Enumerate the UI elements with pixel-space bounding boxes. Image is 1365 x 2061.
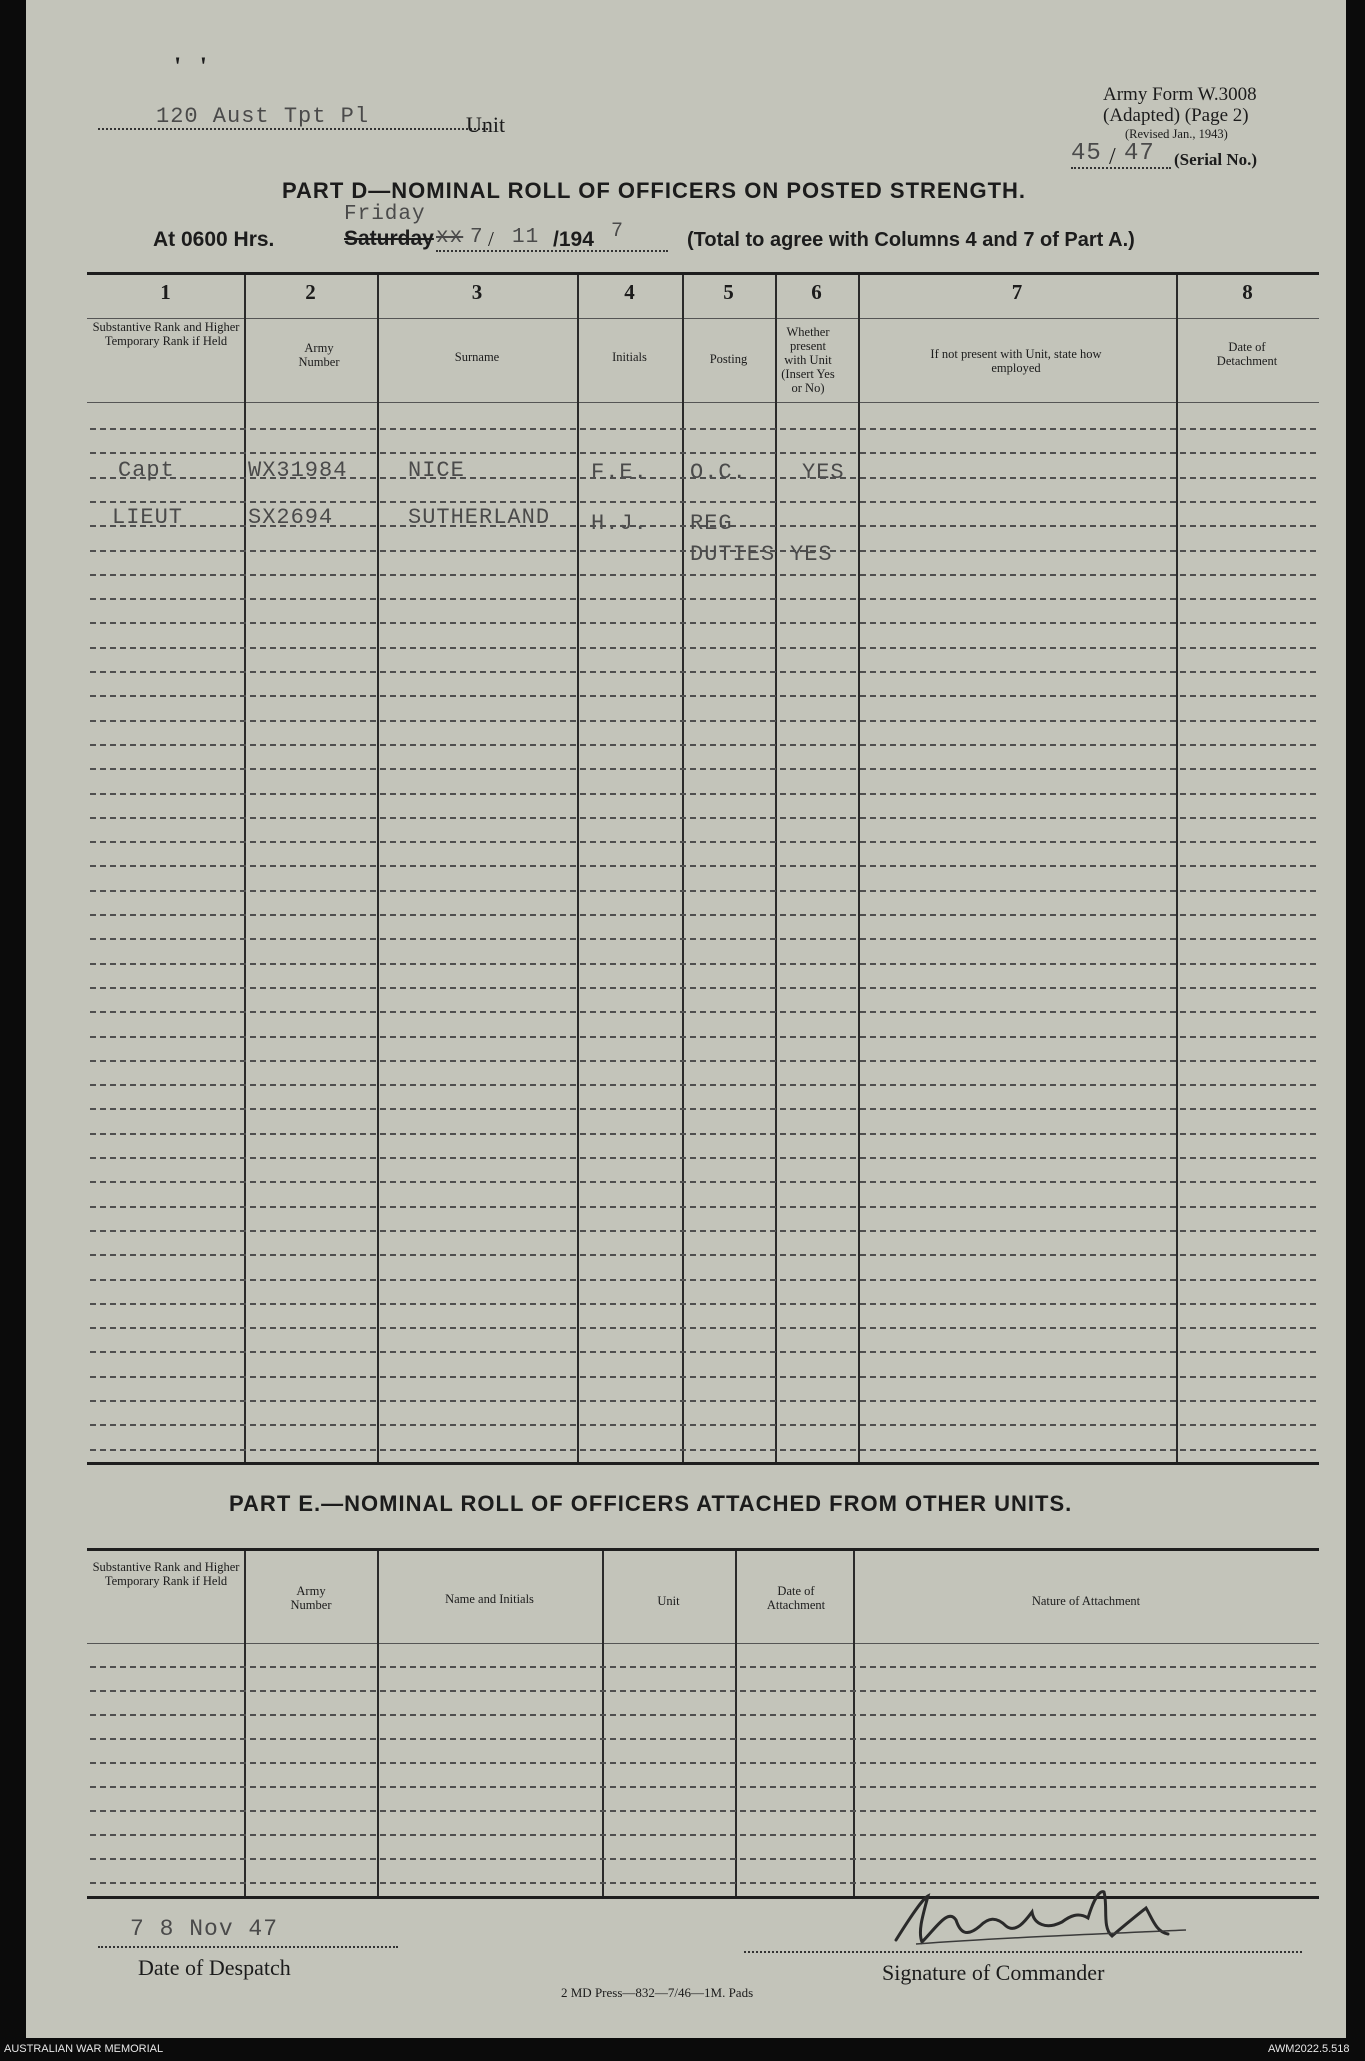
header-posting: Posting xyxy=(709,352,748,366)
archive-reference: AWM2022.5.518 xyxy=(1268,2043,1350,2055)
ruled-line xyxy=(90,1108,1316,1110)
row-2-army-number: SX2694 xyxy=(248,505,334,530)
unit-label: Unit xyxy=(466,112,506,137)
ruled-line xyxy=(90,987,1316,989)
date-month: 11 xyxy=(512,226,540,249)
ruled-line xyxy=(90,1133,1316,1135)
ruled-line xyxy=(90,720,1316,722)
row-1-surname: NICE xyxy=(408,458,465,483)
unit-underline xyxy=(98,128,488,130)
part-d-top-rule xyxy=(87,272,1319,275)
ruled-line xyxy=(90,1449,1316,1451)
part-d-subheader-rule xyxy=(87,402,1319,403)
date-struck-digits: xx xyxy=(436,226,464,249)
col-number-2: 2 xyxy=(305,280,316,304)
form-page xyxy=(26,0,1346,2038)
header-rank: Substantive Rank and Higher Temporary Rank if Held xyxy=(92,320,240,348)
row-2-posting-line2: DUTIES xyxy=(690,542,776,567)
ruled-line xyxy=(90,1060,1316,1062)
row-2-posting: REG xyxy=(690,511,733,536)
ruled-line xyxy=(90,1206,1316,1208)
ruled-line xyxy=(90,1714,1316,1716)
part-d-header-rule xyxy=(87,318,1319,319)
serial-slash: / xyxy=(1109,144,1116,170)
header-employed: If not present with Unit, state how employed xyxy=(930,347,1102,375)
ruled-line xyxy=(90,622,1316,624)
ruled-line xyxy=(90,890,1316,892)
ruled-line xyxy=(90,1376,1316,1378)
serial-label: (Serial No.) xyxy=(1174,150,1258,169)
ruled-line xyxy=(90,1738,1316,1740)
col-number-7: 7 xyxy=(1011,280,1023,304)
ruled-line xyxy=(90,501,1316,503)
ruled-line xyxy=(90,1254,1316,1256)
part-d-title: PART D—NOMINAL ROLL OF OFFICERS ON POSTED STRENGTH. xyxy=(282,178,1027,203)
despatch-date-value: 7 8 Nov 47 xyxy=(130,1916,279,1942)
ruled-line xyxy=(90,841,1316,843)
part-e-header-attachment-date: Date of Attachment xyxy=(766,1584,826,1612)
ruled-line xyxy=(90,793,1316,795)
ruled-line xyxy=(90,477,1316,479)
part-e-top-rule xyxy=(87,1548,1319,1551)
row-1-posting: O.C. xyxy=(690,460,747,485)
header-army-number: Army Number xyxy=(298,341,340,369)
date-underline xyxy=(436,250,668,252)
ruled-line xyxy=(90,1690,1316,1692)
form-adapted: (Adapted) (Page 2) xyxy=(1103,105,1249,126)
ruled-line xyxy=(90,1303,1316,1305)
row-2-surname: SUTHERLAND xyxy=(408,505,551,530)
ruled-line xyxy=(90,525,1316,527)
ruled-line xyxy=(90,1424,1316,1426)
col-number-8: 8 xyxy=(1242,280,1253,304)
total-note: (Total to agree with Columns 4 and 7 of Part A.) xyxy=(687,229,1135,251)
archive-footer xyxy=(0,2038,1365,2061)
part-e-col-divider-1 xyxy=(244,1551,246,1896)
serial-underline xyxy=(1071,167,1171,169)
part-e-header-unit: Unit xyxy=(657,1594,680,1608)
ruled-line xyxy=(90,1181,1316,1183)
ruled-line xyxy=(90,1351,1316,1353)
date-day: 7 xyxy=(470,226,484,249)
ruled-line xyxy=(90,1036,1316,1038)
row-2-rank: LIEUT xyxy=(112,505,184,530)
part-e-header-army-number: Army Number xyxy=(290,1584,332,1612)
signature-underline xyxy=(744,1951,1302,1953)
ruled-line xyxy=(90,671,1316,673)
despatch-label: Date of Despatch xyxy=(138,1955,291,1980)
ruled-line xyxy=(90,1084,1316,1086)
col-number-3: 3 xyxy=(471,280,483,304)
ruled-line xyxy=(90,938,1316,940)
row-1-rank: Capt xyxy=(118,458,175,483)
part-e-header-name: Name and Initials xyxy=(445,1592,534,1606)
col-number-1: 1 xyxy=(160,280,171,304)
year-prefix: /194 xyxy=(553,228,594,251)
ruled-line xyxy=(90,598,1316,600)
ruled-line xyxy=(90,1786,1316,1788)
part-e-header-rank: Substantive Rank and Higher Temporary Rank if Held xyxy=(92,1560,240,1588)
signature-label: Signature of Commander xyxy=(882,1960,1105,1985)
top-marks: ' ' xyxy=(174,52,213,81)
header-surname: Surname xyxy=(454,350,500,364)
ruled-line xyxy=(90,1666,1316,1668)
row-2-present: YES xyxy=(790,542,833,567)
ruled-line xyxy=(90,550,1316,552)
commander-signature xyxy=(856,1868,1276,1968)
ruled-line xyxy=(90,865,1316,867)
ruled-line xyxy=(90,914,1316,916)
part-e-title: PART E.—NOMINAL ROLL OF OFFICERS ATTACHED FROM OTHER UNITS. xyxy=(229,1491,1073,1516)
ruled-line xyxy=(90,1230,1316,1232)
serial-year: 47 xyxy=(1124,140,1155,167)
at-hours-label: At 0600 Hrs. xyxy=(153,228,275,251)
part-e-header-rule xyxy=(87,1643,1319,1644)
ruled-line xyxy=(90,1400,1316,1402)
form-number: Army Form W.3008 xyxy=(1103,84,1257,105)
part-e-col-divider-4 xyxy=(735,1551,737,1896)
part-d-bottom-rule xyxy=(87,1462,1319,1465)
ruled-line xyxy=(90,428,1316,430)
ruled-line xyxy=(90,963,1316,965)
ruled-line xyxy=(90,574,1316,576)
header-present: Whether present with Unit (Insert Yes or No) xyxy=(781,325,835,395)
year-suffix: 7 xyxy=(611,220,625,243)
ruled-line xyxy=(90,695,1316,697)
ruled-line xyxy=(90,744,1316,746)
row-1-present: YES xyxy=(802,460,845,485)
header-initials: Initials xyxy=(612,350,647,364)
ruled-line xyxy=(90,452,1316,454)
ruled-line xyxy=(90,647,1316,649)
ruled-line xyxy=(90,1279,1316,1281)
row-1-initials: F.E. xyxy=(591,460,648,485)
serial-number: 45 xyxy=(1071,140,1102,167)
ruled-line xyxy=(90,1834,1316,1836)
archive-name: AUSTRALIAN WAR MEMORIAL xyxy=(4,2043,164,2055)
row-2-initials: H.J. xyxy=(591,511,648,536)
ruled-line xyxy=(90,1011,1316,1013)
ruled-line xyxy=(90,1762,1316,1764)
col-number-4: 4 xyxy=(624,280,635,304)
row-1-army-number: WX31984 xyxy=(248,458,348,483)
date-slash: / xyxy=(488,227,494,251)
form-revised: (Revised Jan., 1943) xyxy=(1125,127,1228,141)
col-number-5: 5 xyxy=(723,280,734,304)
ruled-line xyxy=(90,1327,1316,1329)
col-number-6: 6 xyxy=(811,280,822,304)
despatch-underline xyxy=(98,1946,398,1948)
ruled-line xyxy=(90,1810,1316,1812)
ruled-line xyxy=(90,1157,1316,1159)
part-e-header-nature: Nature of Attachment xyxy=(1031,1594,1141,1608)
day-overwrite: Friday xyxy=(344,203,426,226)
ruled-line xyxy=(90,1858,1316,1860)
ruled-line xyxy=(90,768,1316,770)
ruled-line xyxy=(90,817,1316,819)
unit-value: 120 Aust Tpt Pl xyxy=(156,104,370,129)
printer-note: 2 MD Press—832—7/46—1M. Pads xyxy=(561,1985,754,2000)
header-detachment: Date of Detachment xyxy=(1216,340,1278,368)
day-struck: Saturday xyxy=(344,227,434,250)
